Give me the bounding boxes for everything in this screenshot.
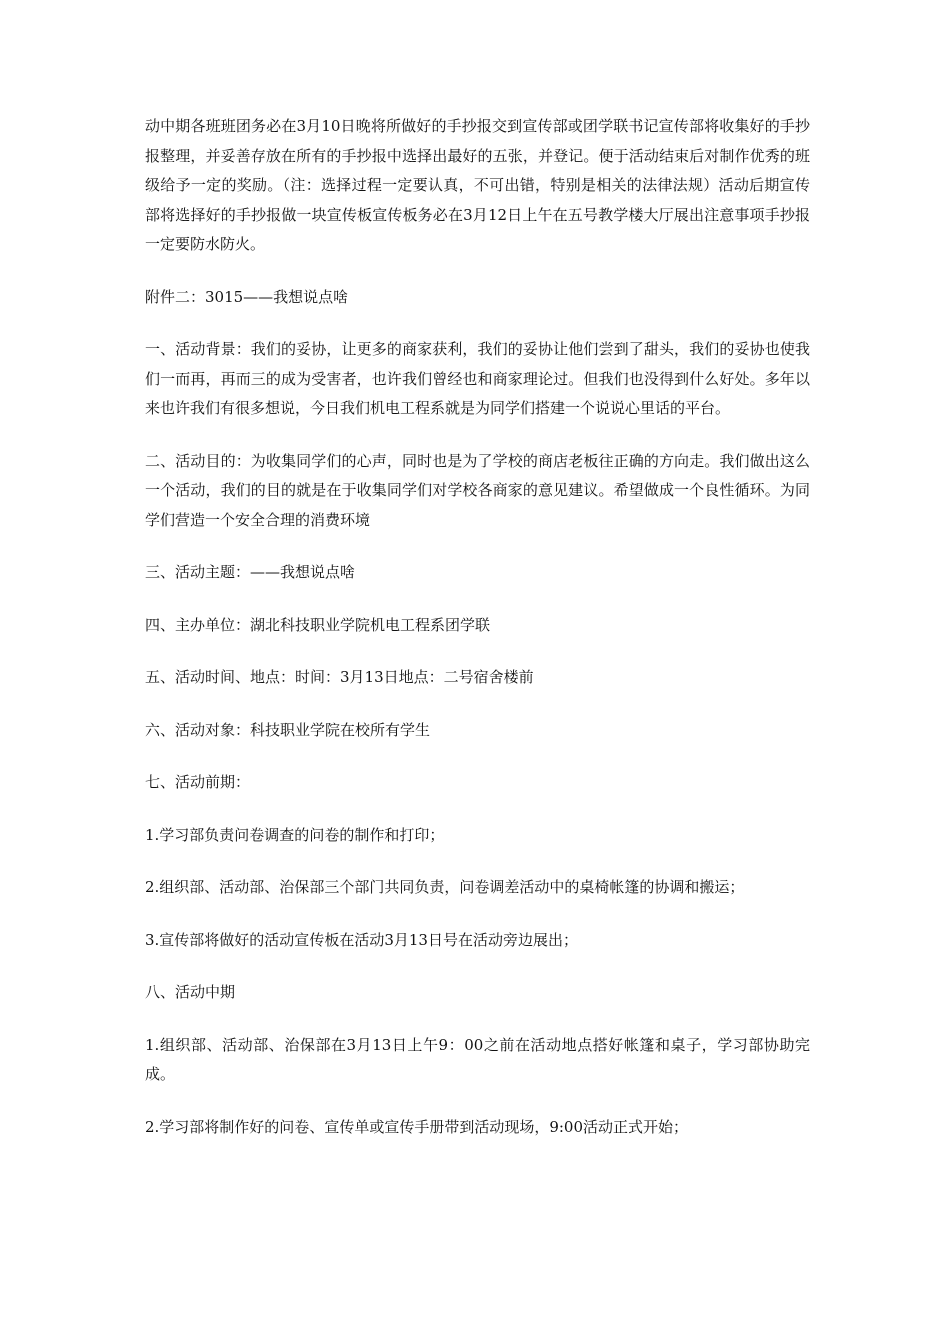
list-item-pre-2: 2.组织部、活动部、治保部三个部门共同负责，问卷调差活动中的桌椅帐篷的协调和搬运； [145, 878, 745, 896]
paragraph-intro: 动中期各班班团务必在3月10日晚将所做好的手抄报交到宣传部或团学联书记宣传部将收集好的手抄报整理，并妥善存放在所有的手抄报中选择出最好的五张，并登记。便于活动结束后对制作优秀的班级给予一定的奖励。（注：选择过程一定要认真，不可出错，特别是相关的法律法规）活动后期宣传部将选择好的手抄报做一块宣传板宣传板务必在3月12日上午在五号教学楼大厅展出注意事项手抄报一定要防水防火。 [145, 117, 810, 253]
list-item-pre-3: 3.宣传部将做好的活动宣传板在活动3月13日号在活动旁边展出； [145, 930, 578, 949]
list-item-mid-1: 1.组织部、活动部、治保部在3月13日上午9：00之前在活动地点搭好帐篷和桌子，学习部协助完成。 [145, 1035, 810, 1083]
paragraph-pre-phase-heading: 七、活动前期： [145, 773, 251, 791]
list-item-pre-1: 1.学习部负责问卷调查的问卷的制作和打印； [145, 825, 445, 844]
paragraph-theme: 三、活动主题：——我想说点啥 [145, 563, 356, 581]
paragraph-background: 一、活动背景：我们的妥协，让更多的商家获利，我们的妥协让他们尝到了甜头，我们的妥协也使我们一而再，再而三的成为受害者，也许我们曾经也和商家理论过。但我们也没得到什么好处。多年以来也许我们有很多想说，今日我们机电工程系就是为同学们搭建一个说说心里话的平台。 [145, 340, 810, 417]
paragraph-purpose: 二、活动目的：为收集同学们的心声，同时也是为了学校的商店老板往正确的方向走。我们做出这么一个活动，我们的目的就是在于收集同学们对学校各商家的意见建议。希望做成一个良性循环。为同学们营造一个安全合理的消费环境 [145, 451, 810, 529]
document-body [145, 112, 810, 1165]
paragraph-organizer: 四、主办单位：湖北科技职业学院机电工程系团学联 [145, 615, 491, 634]
paragraph-mid-phase-heading: 八、活动中期 [145, 983, 236, 1001]
paragraph-attachment-title: 附件二：3015——我想说点啥 [145, 287, 349, 306]
list-item-mid-2: 2.学习部将制作好的问卷、宣传单或宣传手册带到活动现场，9:00活动正式开始； [145, 1117, 688, 1136]
paragraph-time-place: 五、活动时间、地点：时间：3月13日地点：二号宿舍楼前 [145, 668, 534, 686]
paragraph-audience: 六、活动对象：科技职业学院在校所有学生 [145, 720, 431, 739]
